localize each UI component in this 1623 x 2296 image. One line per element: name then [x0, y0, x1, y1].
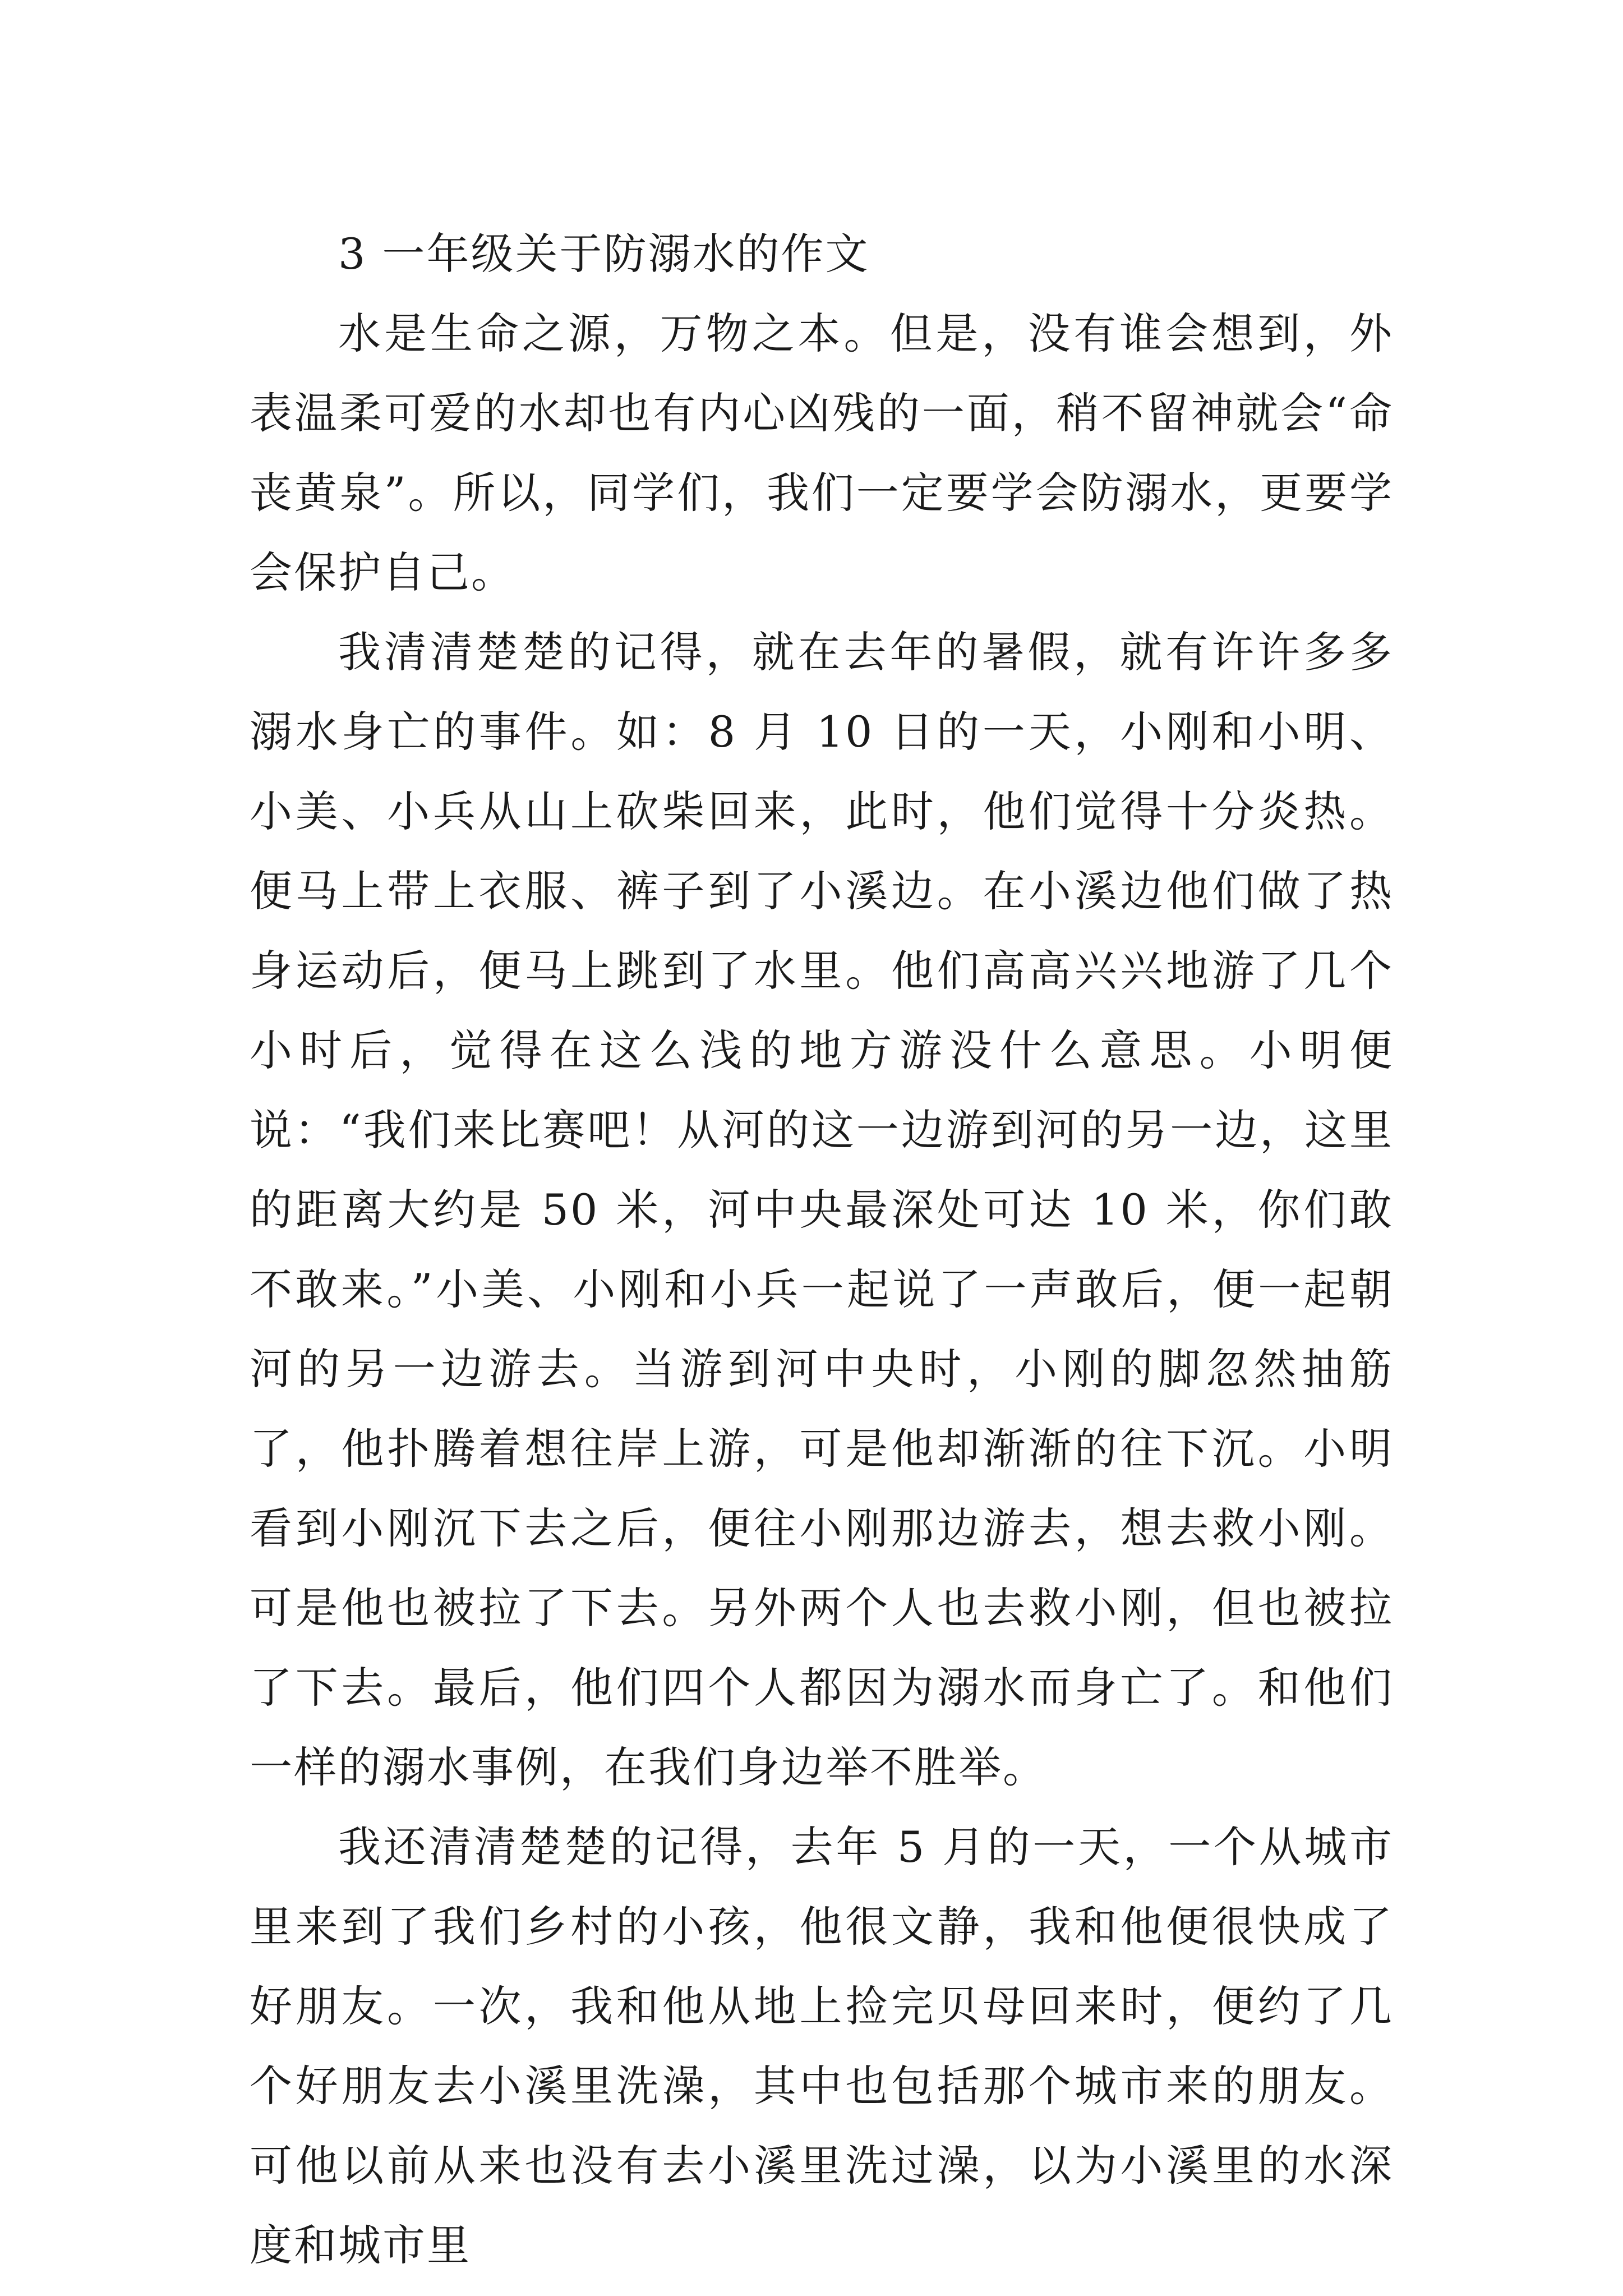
essay-title: 3 一年级关于防溺水的作文 [338, 229, 870, 279]
paragraph-city-friend: 我还清清楚楚的记得，去年 5 月的一天，一个从城市里来到了我们乡村的小孩，他很文静，我和他便很快成了好朋友。一次，我和他从地上捡完贝母回来时，便约了几个好朋友去小溪里洗澡，其中也包括那个城市来的朋友。可他以前从来也没有去小溪里洗过澡，以为小溪里的水深度和城市里 [250, 1822, 1394, 2270]
paragraph-summer-story: 我清清楚楚的记得，就在去年的暑假，就有许许多多溺水身亡的事件。如：8 月 10 日的一天，小刚和小明、小美、小兵从山上砍柴回来，此时，他们觉得十分炎热。便马上带上衣服、裤子到了小溪边。在小溪边他们做了热身运动后，便马上跳到了水里。他们高高兴兴地游了几个小时后，觉得在这么浅的地方游没什么意思。小明便说：“我们来比赛吧！从河的这一边游到河的另一边，这里的距离大约是 50 米，河中央最深处可达 10 米，你们敢不敢来。”小美、小刚和小兵一起说了一声敢后，便一起朝河的另一边游去。当游到河中央时，小刚的脚忽然抽筋了，他扑腾着想往岸上游，可是他却渐渐的往下沉。小明看到小刚沉下去之后，便往小刚那边游去，想去救小刚。可是他也被拉了下去。另外两个人也去救小刚，但也被拉了下去。最后，他们四个人都因为溺水而身亡了。和他们一样的溺水事例，在我们身边举不胜举。 [250, 627, 1394, 1792]
paragraph-intro: 水是生命之源，万物之本。但是，没有谁会想到，外表温柔可爱的水却也有内心凶残的一面，稍不留神就会“命丧黄泉”。所以，同学们，我们一定要学会防溺水，更要学会保护自己。 [250, 309, 1394, 597]
essay-body [250, 214, 1394, 2285]
